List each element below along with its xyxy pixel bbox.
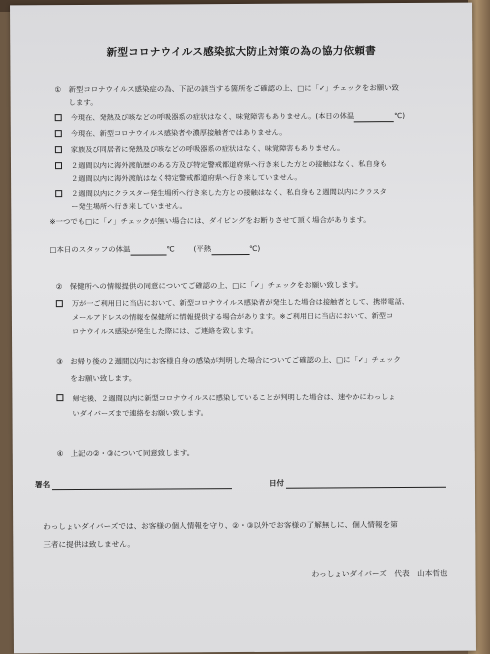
section4-lead: ④ 上記の②・③について同意致します。 <box>56 448 195 459</box>
date-blank[interactable] <box>286 487 446 489</box>
section1-lead-line1: ① 新型コロナウイルス感染症の為、下記の該当する箇所をご確認の上、□に「✓」チェックをお願い致 <box>54 83 399 95</box>
document-title: 新型コロナウイルス感染拡大防止対策の為の協力依頼書 <box>106 45 377 59</box>
signature-row <box>35 478 232 490</box>
item-text: 今現在、発熱及び咳などの呼吸器系の症状はなく、味覚障害もありません。(本日の体温 <box>70 111 355 123</box>
section3-lead-line2: をお願い致します。 <box>70 373 137 384</box>
checkbox[interactable] <box>55 146 62 153</box>
item-text-line2: いダイバーズまで連絡をお願い致します。 <box>72 408 208 419</box>
item-text-line3: ロナウイルス感染が発生した際には、ご連絡を致します。 <box>71 325 258 337</box>
checkbox[interactable] <box>55 130 62 137</box>
staff-avg-blank[interactable] <box>211 254 249 255</box>
item-text: 今現在、新型コロナウイルス感染者や濃厚接触者ではありません。 <box>70 127 287 139</box>
item-text: 家族及び同居者に発熱及び咳などの呼吸器系の症状はなく、味覚障害もありません。 <box>70 143 345 155</box>
item-unit: ℃) <box>394 111 406 121</box>
section1-lead-line2: します。 <box>68 97 98 108</box>
date-row <box>269 477 446 489</box>
section1-item-1 <box>55 109 445 123</box>
section1-lead <box>55 81 435 109</box>
item-text-line1: ２週間以内に海外渡航歴のある方及び特定警戒都道府県へ行き来した方との接触はなく、私自身も <box>70 159 388 171</box>
staff-temp-unit: ℃ <box>166 244 175 254</box>
checkbox[interactable] <box>55 190 62 197</box>
staff-temp-label: □本日のスタッフの体温 <box>49 244 131 255</box>
item-text-line2: ー発生場所へ行き来していません。 <box>71 201 187 212</box>
section1-note: ※一つでも□に「✓」チェックが無い場合には、ダイビングをお断りさせて頂く場合があります。 <box>49 215 371 227</box>
section1-item-3 <box>55 141 445 155</box>
section2-item <box>56 295 446 337</box>
privacy-notice <box>43 517 463 553</box>
section1-item-4 <box>55 157 445 184</box>
checkbox[interactable] <box>55 114 62 121</box>
temperature-blank[interactable] <box>354 121 394 122</box>
section3-lead <box>56 353 436 385</box>
item-text-line1: 帰宅後、２週間以内に新型コロナウイルスに感染していることが判明した場合は、速やかにわっしょ <box>72 392 396 404</box>
item-text-line2: ２週間以内に海外渡航はなく特定警戒都道府県へ行き来していません。 <box>71 172 302 184</box>
staff-temperature-row <box>49 241 429 256</box>
staff-avg-label: (平熱 <box>193 244 212 254</box>
signature-blank[interactable] <box>52 488 232 490</box>
staff-avg-unit: ℃) <box>249 243 261 253</box>
checkbox[interactable] <box>55 162 62 169</box>
checkbox[interactable] <box>56 300 63 307</box>
representative-signature: わっしょいダイバーズ 代表 山本哲也 <box>311 568 448 579</box>
section3-lead-line1: ③ お帰り後の２週間以内にお客様自身の感染が判明した場合についてご確認の上、□に「✓」チェック <box>56 355 401 367</box>
item-text-line1: ２週間以内にクラスター発生場所へ行き来した方との接触はなく、私自身も２週間以内にクラスタ <box>71 187 387 199</box>
date-label: 日付 <box>268 478 285 488</box>
section3-item <box>56 389 446 419</box>
privacy-notice-line2: 三者に提供は致しません。 <box>43 539 135 550</box>
document-page <box>10 3 476 654</box>
checkbox[interactable] <box>56 394 63 401</box>
staff-temp-blank[interactable] <box>130 254 166 255</box>
section2-lead: ② 保健所への情報提供の同意についてご確認の上、□に「✓」チェックをお願い致します。 <box>55 280 363 292</box>
signature-label: 署名 <box>34 480 51 490</box>
section1-item-2 <box>55 125 445 139</box>
privacy-notice-line1: わっしょいダイバーズでは、お客様の個人情報を守り、②・③以外でお客様の了解無しに、個人情報を第 <box>43 520 398 532</box>
item-text-line1: 万が一ご利用日に当店において、新型コロナウイルス感染者が発生した場合は接触者として、携帯電話、 <box>71 296 409 309</box>
item-text-line2: メールアドレスの情報を保健所に情報提供する場合があります。※ご利用日に当店において、新型コ <box>71 311 394 323</box>
